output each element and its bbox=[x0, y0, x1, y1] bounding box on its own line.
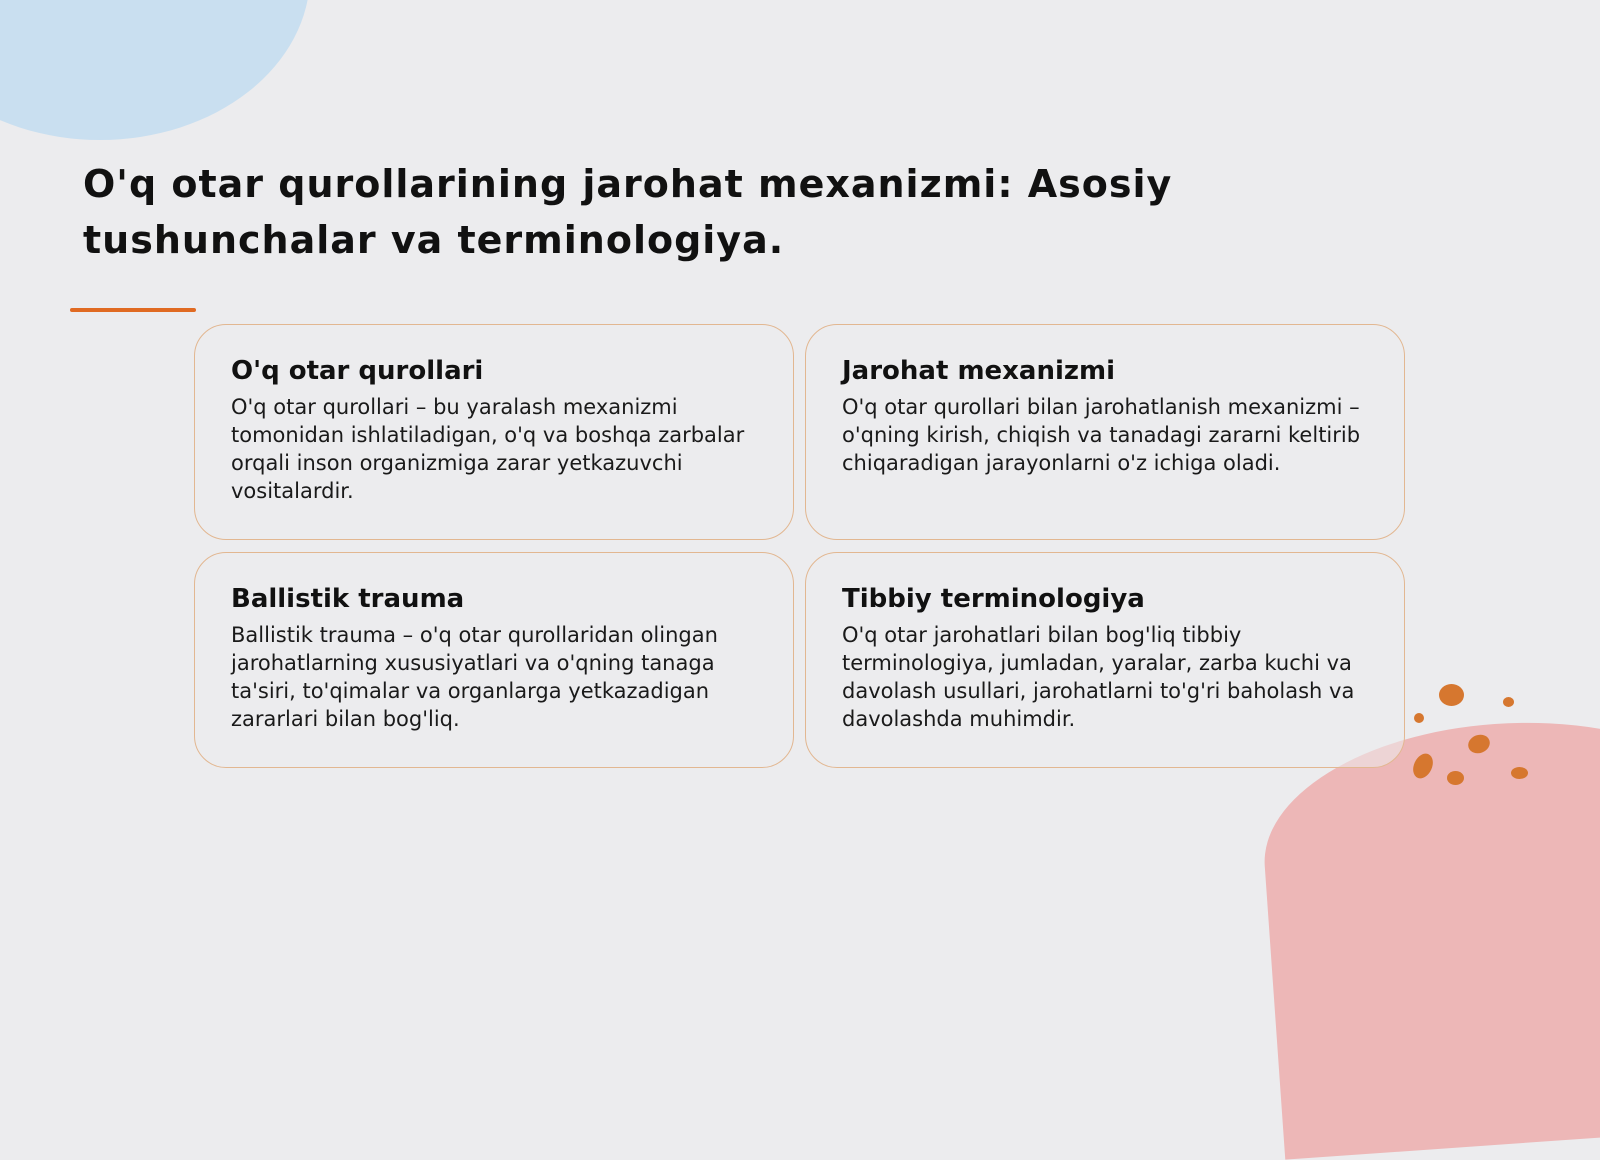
card-text: O'q otar qurollari bilan jarohatlanish mexanizmi – o'qning kirish, chiqish va tanadagi zararni keltirib chiqaradigan jarayonlarni o'z ichiga oladi. bbox=[842, 395, 1361, 475]
card-text: O'q otar qurollari – bu yaralash mexanizmi tomonidan ishlatiladigan, o'q va boshqa zarbalar orqali inson organizmiga zarar yetkazuvchi vositalardir. bbox=[231, 395, 745, 503]
card-text: O'q otar jarohatlari bilan bog'liq tibbiy terminologiya, jumladan, yaralar, zarba kuchi va davolash usullari, jarohatlarni to'g'ri baholash va davolashda muhimdir. bbox=[842, 623, 1355, 731]
decorative-dot bbox=[1447, 771, 1464, 785]
slide-title: O'q otar qurollarining jarohat mexanizmi: Asosiy tushunchalar va terminologiya. bbox=[83, 162, 1173, 262]
decorative-dot bbox=[1414, 713, 1424, 723]
card-firearms bbox=[194, 324, 794, 540]
accent-underline bbox=[70, 308, 196, 312]
decorative-blue-blob bbox=[0, 0, 310, 140]
decorative-dot bbox=[1503, 697, 1514, 707]
card-title: O'q otar qurollari bbox=[231, 356, 484, 386]
card-text: Ballistik trauma – o'q otar qurollaridan olingan jarohatlarning xususiyatlari va o'qning tanaga ta'siri, to'qimalar va organlarga yetkazadigan zararlari bilan bog'liq. bbox=[231, 623, 718, 731]
card-ballistic-trauma bbox=[194, 552, 794, 768]
card-medical-terminology bbox=[805, 552, 1405, 768]
decorative-dot bbox=[1439, 684, 1464, 706]
card-title: Ballistik trauma bbox=[231, 584, 465, 614]
card-title: Jarohat mexanizmi bbox=[842, 356, 1116, 386]
decorative-dot bbox=[1511, 767, 1528, 779]
card-injury-mechanism bbox=[805, 324, 1405, 540]
card-title: Tibbiy terminologiya bbox=[842, 584, 1145, 614]
